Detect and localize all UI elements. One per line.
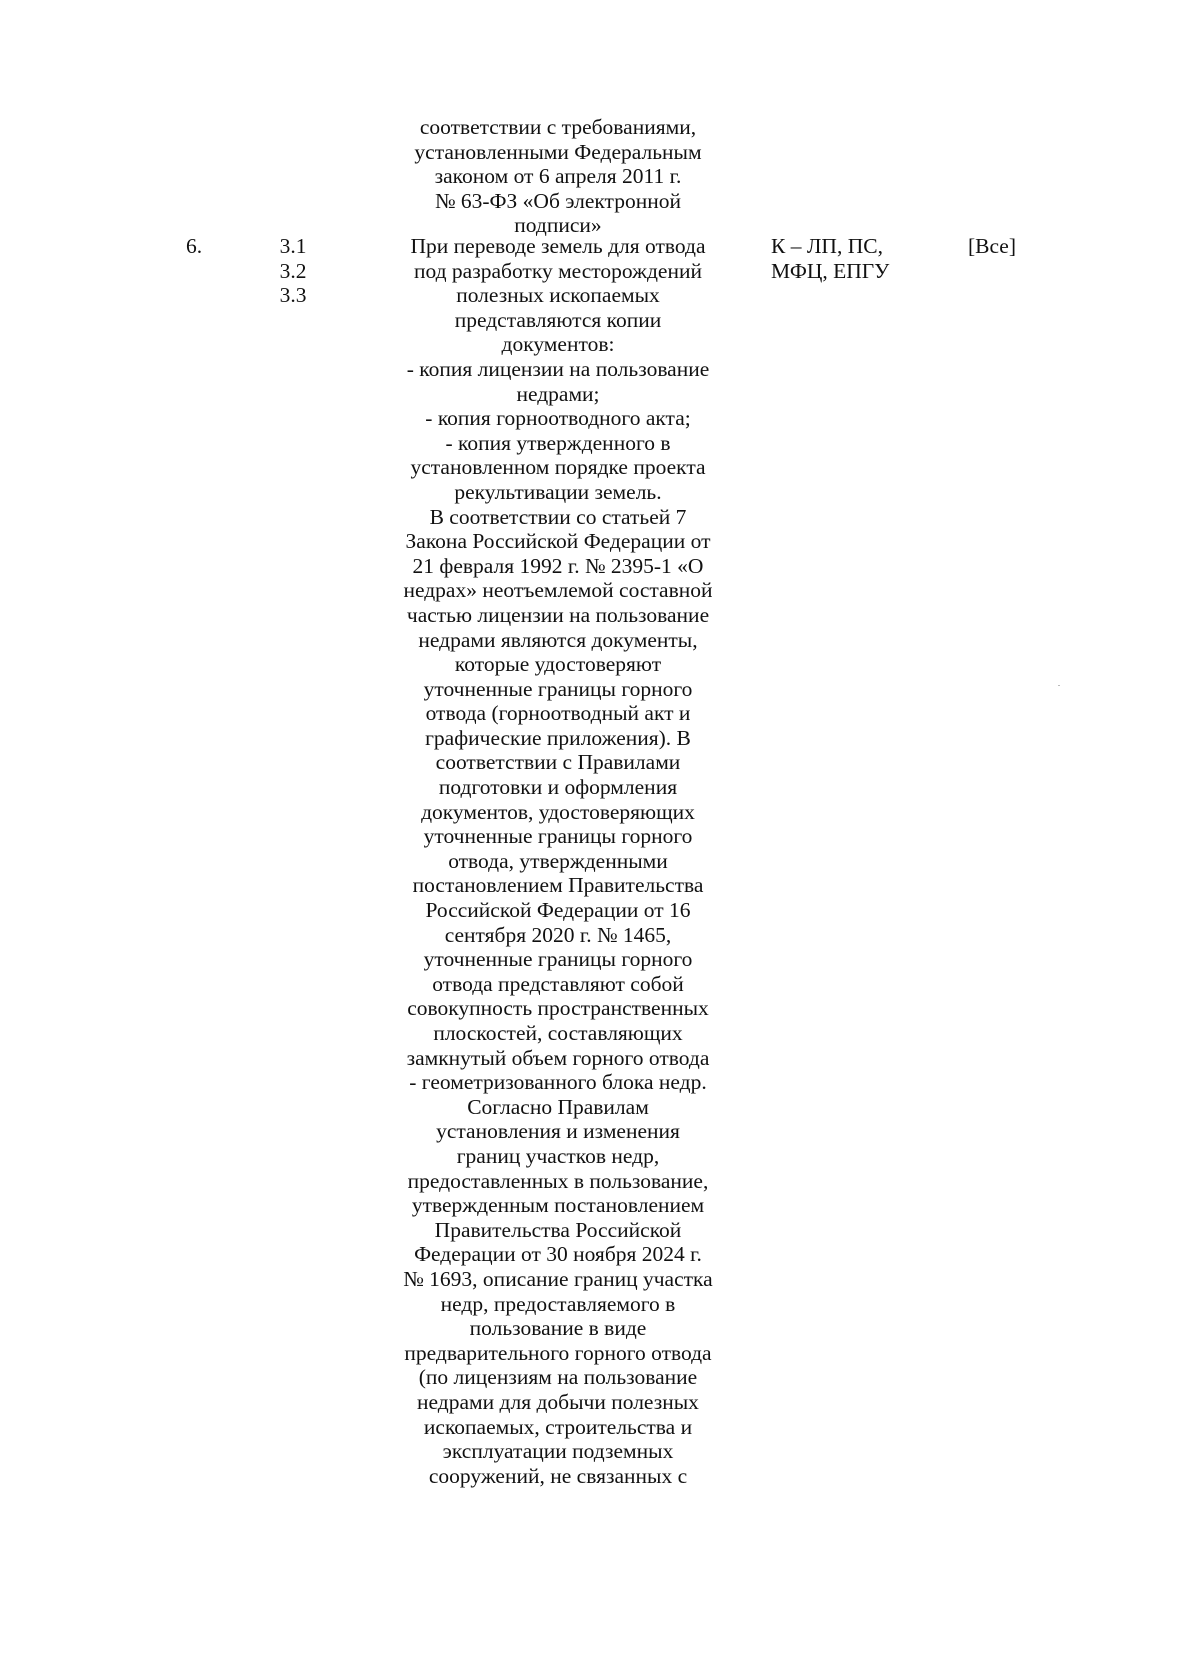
text-line: недрами; [516, 381, 600, 406]
text-line: сентября 2020 г. № 1465, [444, 922, 672, 947]
text-line: предварительного горного отвода [404, 1340, 712, 1365]
text-line: подписи» [514, 213, 602, 238]
text-line: уточненные границы горного [423, 947, 693, 972]
text-line: утвержденным постановлением [411, 1193, 705, 1218]
text-line: недрами для добычи полезных [417, 1389, 699, 1414]
text-line: (по лицензиям на пользование [418, 1365, 698, 1390]
text-line: установленными Федеральным [414, 139, 702, 164]
text-line: ископаемых, строительства и [423, 1414, 693, 1439]
text-line: Закона Российской Федерации от [405, 529, 711, 554]
text-line: законом от 6 апреля 2011 г. [434, 164, 682, 189]
text-line: Согласно Правилам [467, 1094, 649, 1119]
text-line: которые удостоверяют [454, 652, 662, 677]
text-line: уточненные границы горного [423, 676, 693, 701]
text-line: замкнутый объем горного отвода [406, 1045, 710, 1070]
text-line: - копия утвержденного в [445, 430, 671, 455]
row-points [268, 234, 318, 308]
text-line: - копия горноотводного акта; [425, 406, 691, 431]
text-line: совокупность пространственных [407, 996, 709, 1021]
text-line: под разработку месторождений [413, 258, 702, 283]
channel-line: МФЦ, ЕПГУ [771, 258, 890, 283]
text-line: представляются копии [454, 307, 662, 332]
scan-speck [1058, 685, 1060, 686]
text-line: № 1693, описание границ участка [403, 1266, 713, 1291]
text-line: недрах» неотъемлемой составной [403, 578, 713, 603]
text-line: отвода (горноотводный акт и [425, 701, 691, 726]
text-line: сооружений, не связанных с [428, 1463, 688, 1488]
text-line: № 63-ФЗ «Об электронной [435, 188, 681, 213]
text-line: соответствии с требованиями, [419, 115, 697, 139]
text-line: границ участков недр, [456, 1143, 660, 1168]
text-line: отвода, утвержденными [448, 848, 668, 873]
text-line: недр, предоставляемого в [440, 1291, 676, 1316]
text-line: постановлением Правительства [412, 873, 704, 898]
text-line: плоскостей, составляющих [433, 1021, 683, 1045]
point-item: 3.3 [279, 283, 307, 308]
row-channels [771, 234, 911, 283]
text-line: предоставленных в пользование, [407, 1168, 709, 1193]
text-line: При переводе земель для отвода [410, 234, 706, 258]
text-line: рекультивации земель. [454, 479, 662, 504]
text-line: пользование в виде [469, 1316, 647, 1341]
text-line: 21 февраля 1992 г. № 2395-1 «О [412, 553, 704, 578]
text-line: документов: [501, 332, 615, 357]
text-line: частью лицензии на пользование [406, 602, 710, 627]
text-line: Федерации от 30 ноября 2024 г. [414, 1242, 702, 1267]
text-line: установленном порядке проекта [410, 455, 706, 480]
text-line: недрами являются документы, [418, 627, 698, 652]
text-line: Правительства Российской [434, 1217, 682, 1242]
continuation-text [386, 115, 730, 238]
text-line: соответствии с Правилами [435, 750, 681, 775]
text-line: - копия лицензии на пользование [406, 356, 710, 381]
text-line: эксплуатации подземных [442, 1439, 674, 1464]
row-description [386, 234, 730, 1488]
point-item: 3.1 [279, 234, 307, 258]
text-line: В соответствии со статьей 7 [429, 504, 687, 529]
text-line: подготовки и оформления [438, 775, 678, 800]
text-line: Российской Федерации от 16 [425, 898, 691, 923]
text-line: графические приложения). В [425, 725, 691, 750]
text-line: документов, удостоверяющих [421, 799, 695, 824]
text-line: установления и изменения [436, 1119, 680, 1144]
point-item: 3.2 [279, 258, 307, 283]
text-line: полезных ископаемых [456, 283, 660, 308]
text-line: уточненные границы горного [423, 824, 693, 849]
row-scope: [Все] [968, 234, 1017, 258]
text-line: - геометризованного блока недр. [409, 1070, 707, 1095]
text-line: отвода представляют собой [432, 971, 684, 996]
row-number: 6. [186, 234, 203, 258]
channel-line: К – ЛП, ПС, [771, 234, 883, 258]
